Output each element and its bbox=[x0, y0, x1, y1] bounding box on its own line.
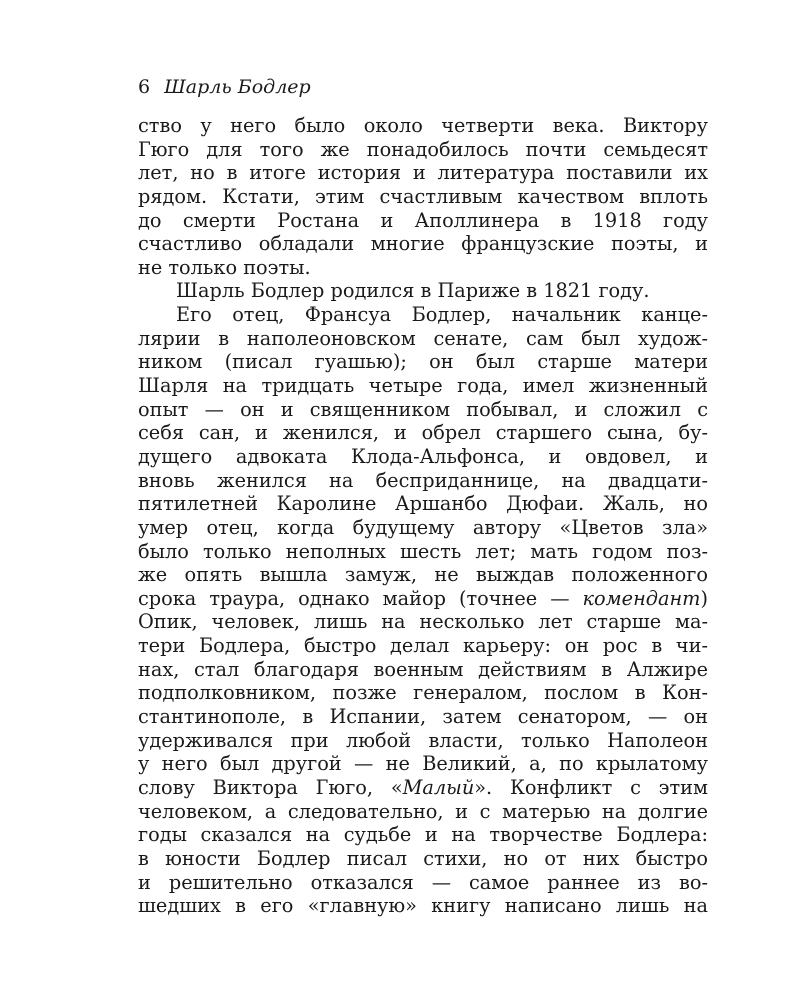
text-line: же опять вышла замуж, не выждав положенного bbox=[138, 563, 708, 587]
text-line: годы сказался на судьбе и на творчестве Бодлера: bbox=[138, 823, 708, 847]
text-line: было только неполных шесть лет; мать годом поз- bbox=[138, 539, 708, 563]
text-line: Шарля на тридцать четыре года, имел жизненный bbox=[138, 374, 708, 398]
text-line: шедших в его «главную» книгу написано лишь на bbox=[138, 894, 708, 918]
text-line: не только поэты. bbox=[138, 255, 311, 279]
text-line: умер отец, когда будущему автору «Цветов зла» bbox=[138, 515, 708, 539]
page-number: 6 bbox=[138, 76, 151, 98]
paragraph-line: Шарль Бодлер родился в Париже в 1821 году. bbox=[176, 279, 650, 303]
text-line: ником (писал гуашью); он был старше матери bbox=[138, 350, 708, 374]
text-fragment: ) bbox=[700, 586, 708, 610]
text-line: и решительно отказался — самое раннее из во- bbox=[138, 870, 708, 894]
text-line: нах, стал благодаря военным действиям в Алжире bbox=[138, 657, 708, 681]
book-page bbox=[138, 74, 708, 918]
body-text bbox=[138, 114, 708, 918]
text-line: Гюго для того же понадобилось почти семьдесят bbox=[138, 137, 708, 161]
text-line: лет, но в итоге история и литература поставили их bbox=[138, 161, 708, 185]
text-line: лярии в наполеоновском сенате, сам был худож- bbox=[138, 326, 708, 350]
text-line: в юности Бодлер писал стихи, но от них быстро bbox=[138, 846, 708, 870]
text-line: пятилетней Каролине Аршанбо Дюфаи. Жаль, но bbox=[138, 492, 708, 516]
text-fragment: срока траура, однако майор (точнее — bbox=[138, 586, 583, 610]
text-line bbox=[138, 776, 708, 800]
text-line: человеком, а следовательно, и с матерью на долгие bbox=[138, 799, 708, 823]
text-line: подполковником, позже генералом, послом в Кон- bbox=[138, 681, 708, 705]
text-line: у него был другой — не Великий, а, по крылатому bbox=[138, 752, 708, 776]
text-line: до смерти Ростана и Аполлинера в 1918 году bbox=[138, 208, 708, 232]
text-line: вновь женился на бесприданнице, на двадцати- bbox=[138, 468, 708, 492]
running-head bbox=[138, 74, 708, 100]
text-line: себя сан, и женился, и обрел старшего сына, бу- bbox=[138, 421, 708, 445]
paragraph-line: Его отец, Франсуа Бодлер, начальник канце- bbox=[176, 303, 708, 327]
text-line: ство у него было около четверти века. Виктору bbox=[138, 114, 708, 137]
text-line: Опик, человек, лишь на несколько лет старше ма- bbox=[138, 610, 708, 634]
text-line: тери Бодлера, быстро делал карьеру: он рос в чи- bbox=[138, 634, 708, 658]
text-line: счастливо обладали многие французские поэты, и bbox=[138, 232, 708, 256]
text-fragment: ». Конфликт с этим bbox=[474, 775, 708, 799]
emphasis-text: комендант bbox=[582, 586, 701, 610]
text-line: опыт — он и священником побывал, и сложил с bbox=[138, 397, 708, 421]
text-line: удерживался при любой власти, только Наполеон bbox=[138, 728, 708, 752]
text-line: стантинополе, в Испании, затем сенатором, — он bbox=[138, 705, 708, 729]
running-title: Шарль Бодлер bbox=[164, 76, 311, 98]
text-line: рядом. Кстати, этим счастливым качеством вплоть bbox=[138, 184, 708, 208]
text-line bbox=[138, 587, 708, 611]
text-line: дущего адвоката Клода-Альфонса, и овдовел, и bbox=[138, 444, 708, 468]
emphasis-text: Малый bbox=[402, 775, 475, 799]
text-fragment: слову Виктора Гюго, « bbox=[138, 775, 403, 799]
